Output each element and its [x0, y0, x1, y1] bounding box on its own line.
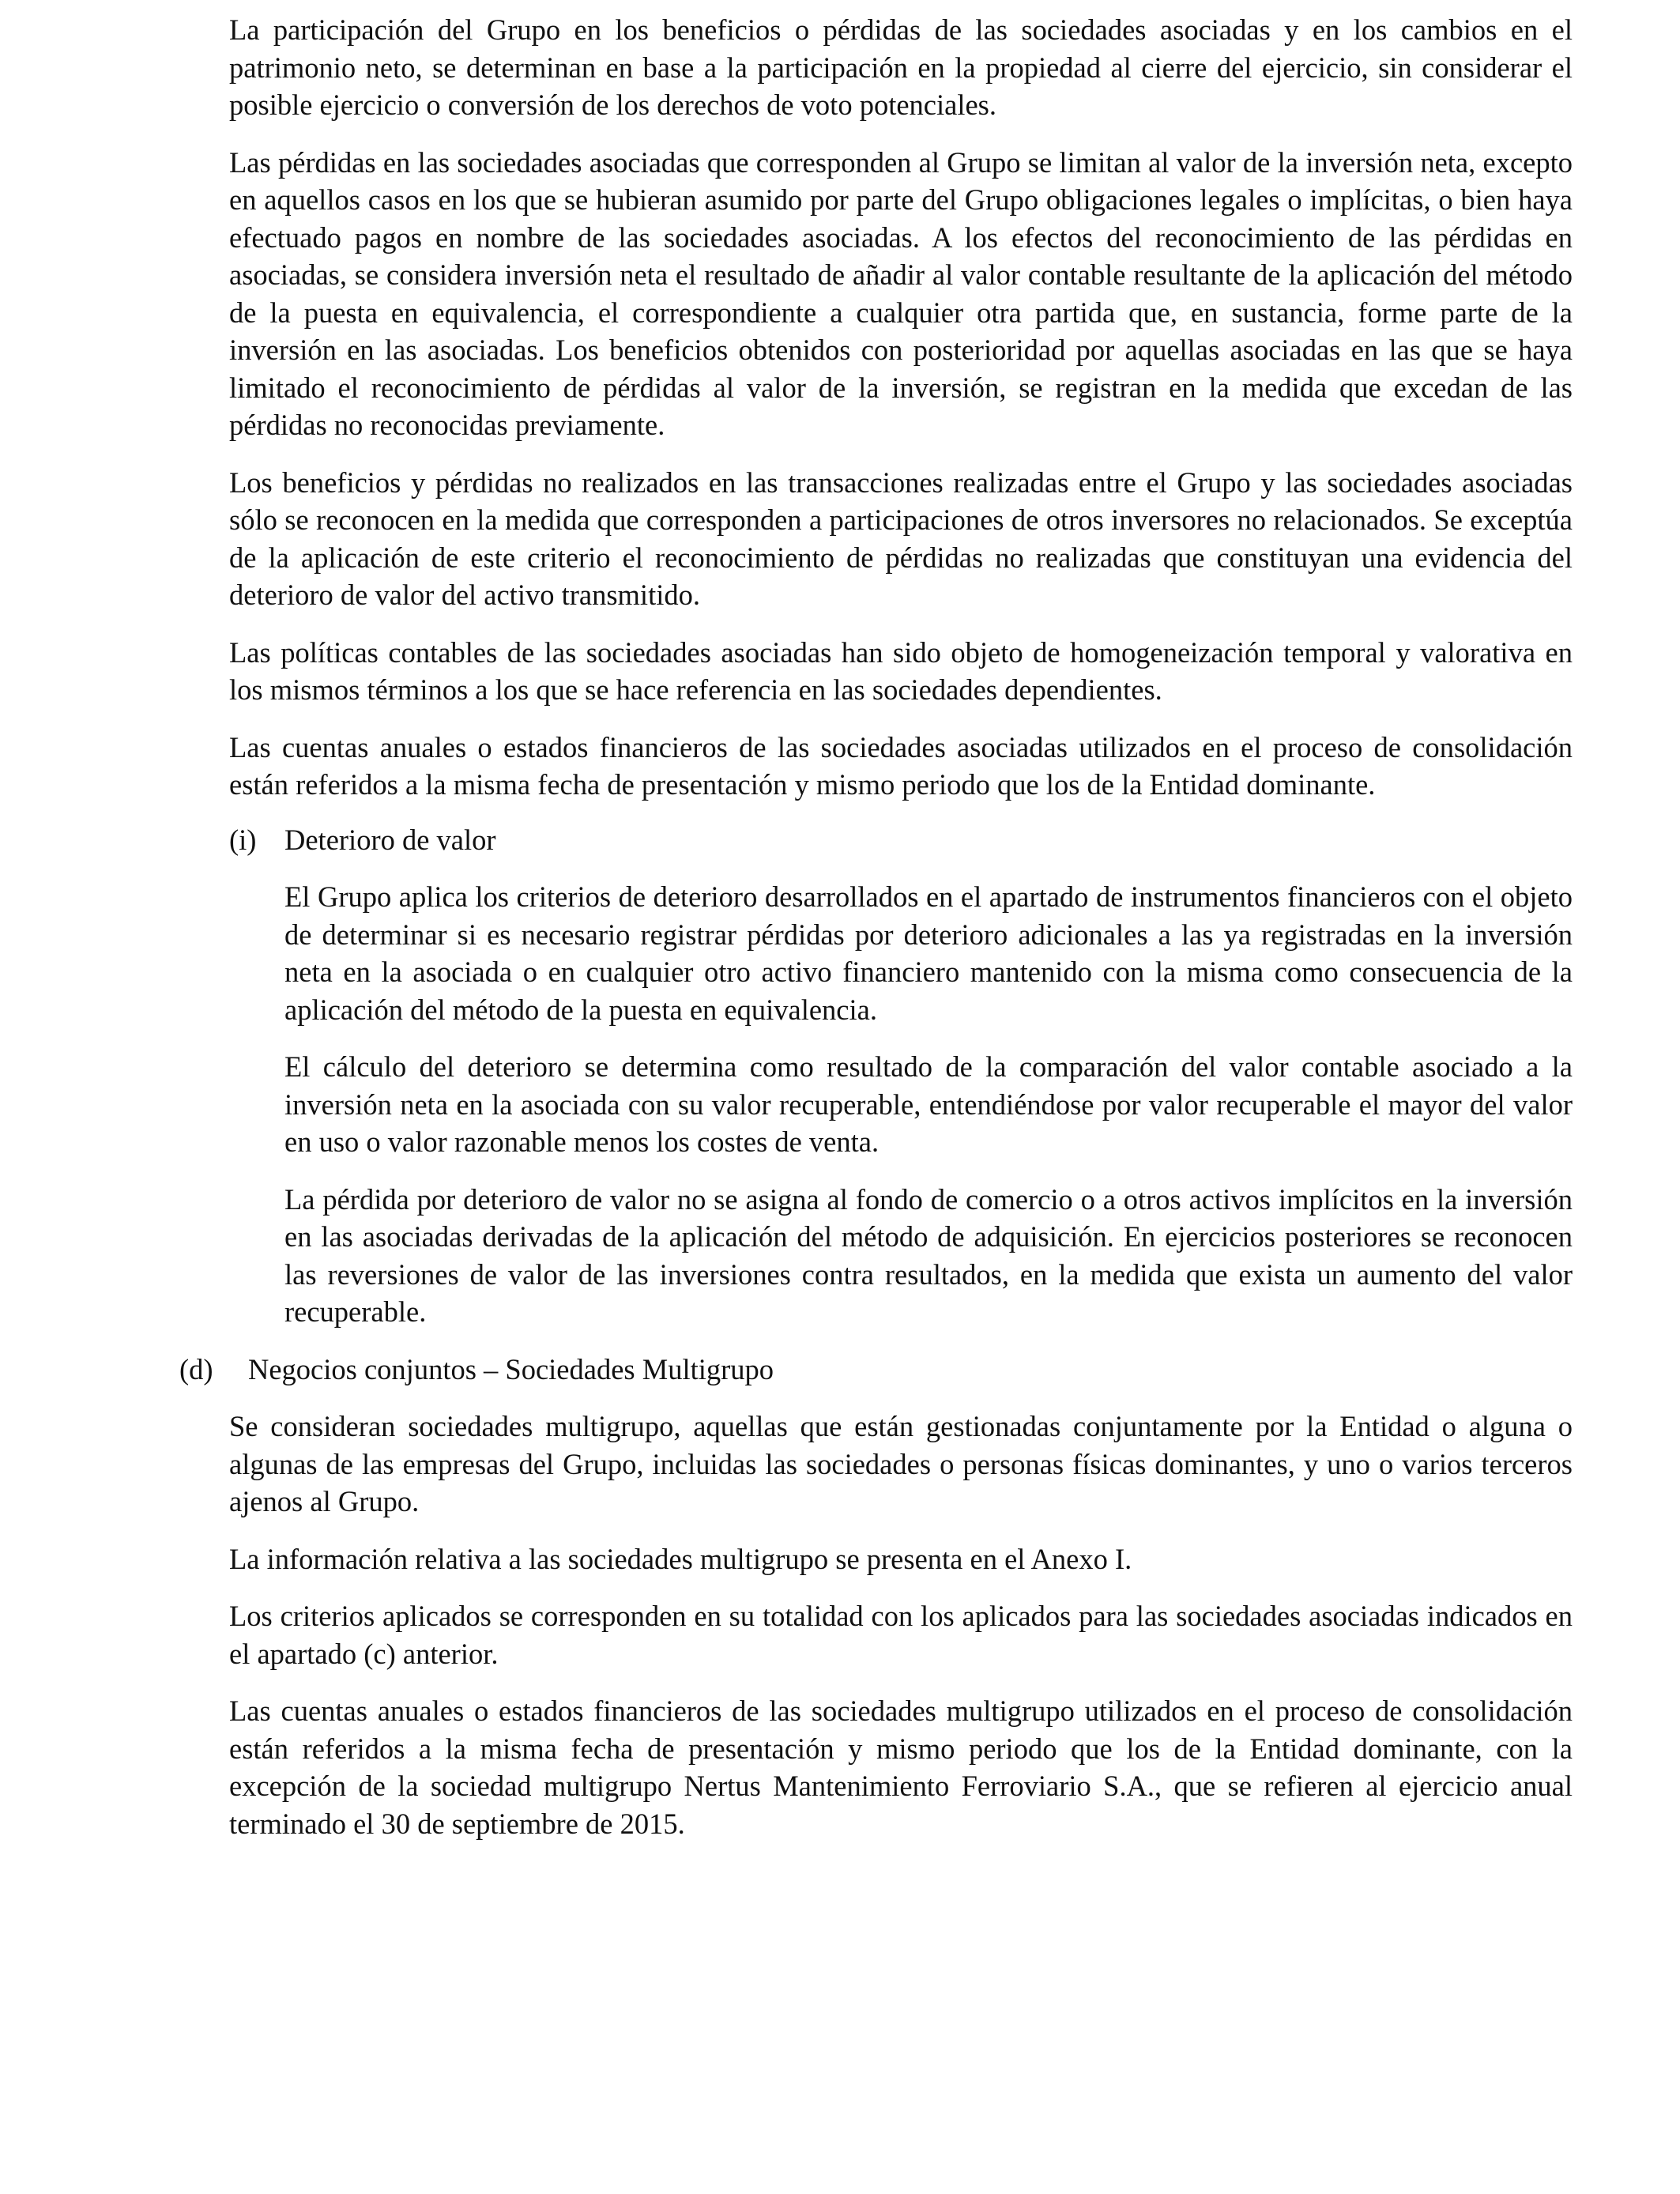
- section-title-deterioro: Deterioro de valor: [284, 823, 496, 856]
- paragraph-politicas-contables: Las políticas contables de las sociedades asociadas han sido objeto de homogeneización temporal y valorativa en los mismos términos a los que se hace referencia en las sociedades dependientes.: [229, 635, 1573, 706]
- paragraph-perdidas-asociadas: Las pérdidas en las sociedades asociadas que corresponden al Grupo se limitan al valor de la inversión neta, excepto en aquellos casos en los que se hubieran asumido por parte del Grupo obligaciones legales o implícitas, o bien haya efectuado pagos en nombre de las sociedades asociadas. A los efectos del reconocimiento de las pérdidas en asociadas, se considera inversión neta el resultado de añadir al valor contable resultante de la aplicación del método de la puesta en equivalencia, el correspondiente a cualquier otra partida que, en sustancia, forme parte de la inversión en las asociadas. Los beneficios obtenidos con posterioridad por aquellas asociadas en las que se haya limitado el reconocimiento de pérdidas al valor de la inversión, se registran en la medida que excedan de las pérdidas no reconocidas previamente.: [229, 145, 1573, 441]
- paragraph-sociedades-multigrupo-definicion: Se consideran sociedades multigrupo, aquellas que están gestionadas conjuntamente por la Entidad o alguna o algunas de las empresas del Grupo, incluidas las sociedades o personas físicas dominantes, y uno o varios terceros ajenos al Grupo.: [229, 1410, 1573, 1517]
- paragraph-criterios-aplicados: Los criterios aplicados se corresponden en su totalidad con los aplicados para las sociedades asociadas indicados en el apartado (c) anterior.: [229, 1600, 1573, 1670]
- paragraph-anexo-i: La información relativa a las sociedades multigrupo se presenta en el Anexo I.: [229, 1542, 1132, 1575]
- document-body: [179, 11, 1573, 1842]
- section-heading-deterioro: [229, 821, 1573, 859]
- paragraph-calculo-deterioro: El cálculo del deterioro se determina como resultado de la comparación del valor contable asociado a la inversión neta en la asociada con su valor recuperable, entendiéndose por valor recuperable el mayor del valor en uso o valor razonable menos los costes de venta.: [284, 1050, 1573, 1158]
- paragraph-cuentas-anuales-asociadas: Las cuentas anuales o estados financieros de las sociedades asociadas utilizados en el proceso de consolidación están referidos a la misma fecha de presentación y mismo periodo que los de la Entidad dominante.: [229, 730, 1573, 801]
- section-marker-d: (d): [179, 1352, 213, 1385]
- paragraph-cuentas-anuales-multigrupo: Las cuentas anuales o estados financieros de las sociedades multigrupo utilizados en el proceso de consolidación están referidos a la misma fecha de presentación y mismo periodo que los de la Entidad dominante, con la excepción de la sociedad multigrupo Nertus Mantenimiento Ferroviario S.A., que se refieren al ejercicio anual terminado el 30 de septiembre de 2015.: [229, 1695, 1573, 1840]
- paragraph-participacion-beneficios: La participación del Grupo en los beneficios o pérdidas de las sociedades asociadas y en los cambios en el patrimonio neto, se determinan en base a la participación en la propiedad al cierre del ejercicio, sin considerar el posible ejercicio o conversión de los derechos de voto potenciales.: [229, 13, 1573, 121]
- section-title-negocios-conjuntos: Negocios conjuntos – Sociedades Multigrupo: [248, 1352, 774, 1385]
- section-heading-negocios-conjuntos: [179, 1351, 1573, 1389]
- paragraph-beneficios-no-realizados: Los beneficios y pérdidas no realizados en las transacciones realizadas entre el Grupo y las sociedades asociadas sólo se reconocen en la medida que corresponden a participaciones de otros inversores no relacionados. Se exceptúa de la aplicación de este criterio el reconocimiento de pérdidas no realizadas que constituyan una evidencia del deterioro de valor del activo transmitido.: [229, 466, 1573, 611]
- paragraph-criterios-deterioro: El Grupo aplica los criterios de deterioro desarrollados en el apartado de instrumentos financieros con el objeto de determinar si es necesario registrar pérdidas por deterioro adicionales a las ya registradas en la inversión neta en la asociada o en cualquier otro activo financiero mantenido con la misma como consecuencia de la aplicación del método de la puesta en equivalencia.: [284, 880, 1573, 1026]
- paragraph-perdida-deterioro: La pérdida por deterioro de valor no se asigna al fondo de comercio o a otros activos implícitos en la inversión en las asociadas derivadas de la aplicación del método de adquisición. En ejercicios posteriores se reconocen las reversiones de valor de las inversiones contra resultados, en la medida que exista un aumento del valor recuperable.: [284, 1182, 1573, 1328]
- section-marker-i: (i): [229, 823, 257, 856]
